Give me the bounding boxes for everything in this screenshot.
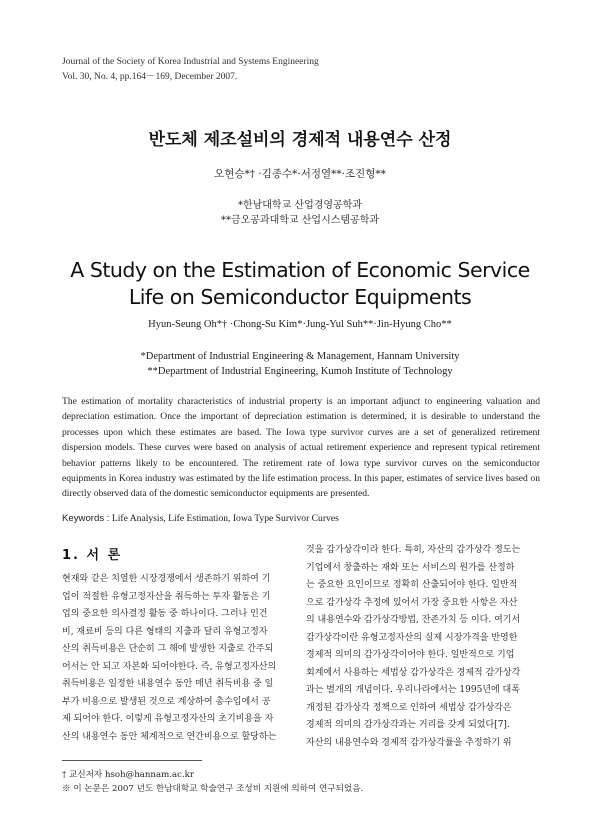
body-line: 어서는 안 되고 자본화 되어야한다. 즉, 유형고정자산의 [62,661,277,672]
journal-header [62,55,319,85]
journal-name: Journal of the Society of Korea Industrial and Systems Engineering [62,57,319,67]
korean-affiliation-2: **금오공과대학교 산업시스템공학과 [220,215,380,226]
korean-authors: 오현승*† ·김종수*·서정열**·조진형** [214,168,386,180]
body-line: 과는 별개의 개념이다. 우리나라에서는 1995년에 대폭 [306,685,520,695]
body-line: 업이 적절한 유형고정자산을 취득하는 투자 활동은 기 [62,591,271,602]
body-line: 회계에서 사용하는 세법상 감가상각은 경제적 감가상각 [306,667,521,678]
body-line: 산의 내용연수 동안 체계적으로 연간비용으로 할당하는 [62,731,277,742]
section-heading: 1. 서 론 [62,548,123,563]
english-affiliations [0,349,600,379]
corresponding-author-footnote: † 교신저자 hsoh@hannam.ac.kr [62,770,194,780]
footnote-divider [62,760,202,761]
body-line: 으로 감가상각 추정에 있어서 가장 중요한 사항은 자산 [306,597,518,608]
body-line: 기업에서 창출하는 재화 또는 서비스의 원가를 산정하 [306,562,515,573]
body-line: 경제적 의미의 감가상각과는 거리를 갖게 되었다[7]. [306,720,510,730]
english-affiliation-1: *Department of Industrial Engineering & Management, Hannam University [140,351,460,362]
body-line: 제 되어야 한다. 이렇게 유형고정자산의 초기비용을 자 [62,714,274,724]
right-column [306,542,538,752]
english-affiliation-2: **Department of Industrial Engineering, Kumoh Institute of Technology [147,366,453,377]
funding-footnote: ※ 이 논문은 2007 년도 한남대학교 학술연구 조성비 지원에 의하여 연구되었음. [62,784,364,794]
left-column [62,571,294,746]
body-line: 현재와 같은 치열한 시장경쟁에서 생존하기 위하여 기 [62,574,271,584]
body-line: 업의 중요한 의사결정 활동 중 하나이다. 그러나 인건 [62,609,268,619]
body-line: 경제적 의미의 감가상각이어야 한다. 일반적으로 기업 [306,650,515,660]
body-line: 개정된 감가상각 정책으로 인하여 세법상 감가상각은 [306,702,512,713]
body-line: 것을 감가상각이라 한다. 특히, 자산의 감가상각 정도는 [306,545,521,555]
body-line: 산의 취득비용은 단순히 그 해에 발생한 지출로 간주되 [62,644,274,654]
body-line: 자산의 내용연수와 경제적 감가상각률을 추정하기 위 [306,737,512,748]
keywords-label: Keywords : [62,513,110,524]
english-title [0,257,600,311]
body-line: 취득비용은 일정한 내용연수 동안 매년 취득비용 중 일 [62,679,274,689]
body-line: 부가 비용으로 발생된 것으로 계상하여 총수입에서 공 [62,696,271,707]
footnotes [62,768,363,796]
korean-title: 반도체 제조설비의 경제적 내용연수 산정 [148,130,452,150]
english-title-line-1: A Study on the Estimation of Economic Service [70,258,530,282]
body-line: 감가상각이란 유형고정자산의 실제 시장가격을 반영한 [306,632,518,643]
korean-affiliations [0,198,600,228]
body-line: 는 중요한 요인이므로 정확히 산출되어야 한다. 일반적 [306,580,518,590]
keywords-text: Life Analysis, Life Estimation, Iowa Type Survivor Curves [111,513,339,524]
body-line: 의 내용연수와 감가상각방법, 잔존가치 등 이다. 여기서 [306,615,521,625]
abstract: The estimation of mortality characteristics of industrial property is an important adjunct to engineering valuation and depreciation estimation. Once the important of depreciation estimation is determined, it is desirable to understand the processes upon which these estimates are based. The Iowa type survivor curves are a set of generalized retirement dispersion models. These curves were based on analysis of actual retirement experience and represent typical retirement behavior patterns likely to be encountered. The retirement rate of Iowa type survivor curves on the semiconductor equipments in Korea industry was estimated by the life estimation process. In this paper, estimates of service lives based on directly observed data of the domestic semiconductor equipments are presented. [62,396,540,500]
korean-affiliation-1: *한남대학교 산업경영공학과 [237,200,363,211]
english-title-line-2: Life on Semiconductor Equipments [128,285,472,309]
keywords [62,513,339,524]
journal-volume: Vol. 30, No. 4, pp.164－169, December 2007. [62,72,238,82]
body-line: 비, 재료비 등의 다른 형태의 지출과 달리 유형고정자 [62,626,268,637]
english-authors: Hyun-Seung Oh*† ·Chong-Su Kim*·Jung-Yul Suh**·Jin-Hyung Cho** [148,319,452,330]
